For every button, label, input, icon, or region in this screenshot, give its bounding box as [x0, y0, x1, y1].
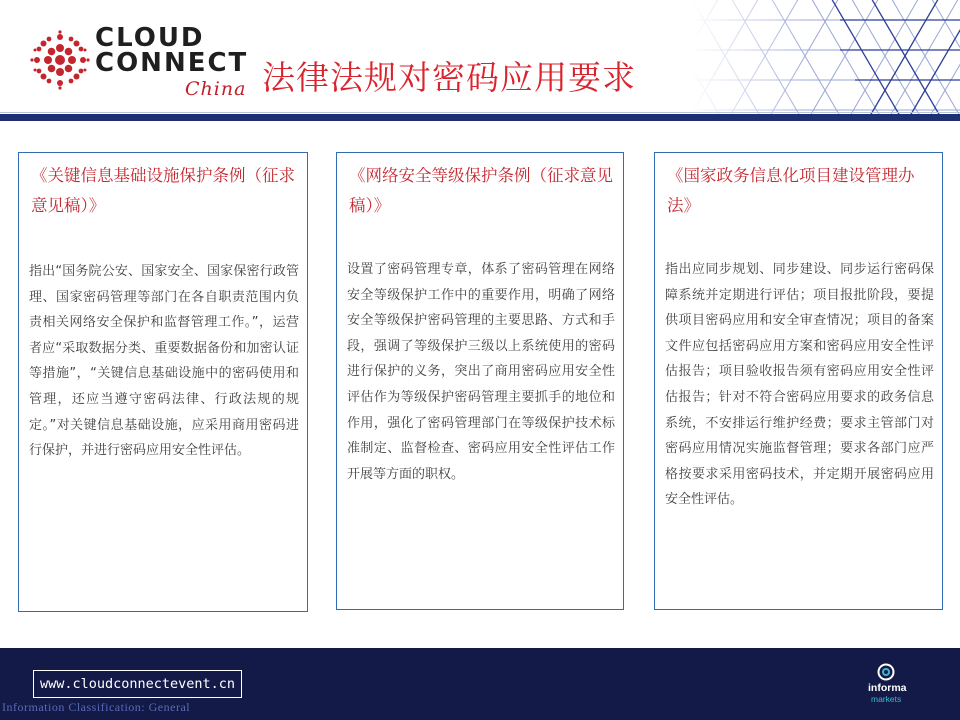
classification-label: Information Classification: General [2, 700, 191, 714]
logo-line-connect: CONNECT [95, 48, 249, 78]
card-title: 《关键信息基础设施保护条例（征求意见稿）》 [31, 166, 295, 215]
page-title: 法律法规对密码应用要求 [262, 58, 636, 97]
card-title: 《国家政务信息化项目建设管理办法》 [667, 166, 915, 215]
website-link[interactable]: www.cloudconnectevent.cn [33, 670, 242, 698]
card-title: 《网络安全等级保护条例（征求意见稿）》 [349, 166, 613, 215]
header-divider [0, 114, 960, 121]
regulation-card-cii [18, 152, 308, 612]
regulation-card-mlps [336, 152, 624, 610]
logo-line-cloud: CLOUD [95, 23, 205, 53]
informa-brand-sub: markets [871, 694, 902, 704]
footer [0, 648, 960, 720]
cloud-connect-logo-text [95, 23, 249, 100]
header-divider-thin [0, 112, 960, 113]
card-body: 指出应同步规划、同步建设、同步运行密码保障系统并定期进行评估；项目报批阶段，要提供项目密码应用和安全审查情况；项目的备案文件应包括密码应用方案和密码应用安全性评估报告；项目验收报告须有密码应用安全性评估报告；针对不符合密码应用要求的政务信息系统，不安排运行维护经费；要求主管部门对密码应用情况实施监督管理；要求各部门应严格按要求采用密码技术，并定期开展密码应用安全性评估。 [665, 262, 934, 508]
card-body: 指出“国务院公安、国家安全、国家保密行政管理、国家密码管理等部门在各自职责范围内负责相关网络安全保护和监督管理工作。”，运营者应“采取数据分类、重要数据备份和加密认证等措施”，“关键信息基础设施中的密码使用和管理，还应当遵守密码法律、行政法规的规定。”对关键信息基础设施，应采用商用密码进行保护，并进行密码应用安全性评估。 [29, 264, 299, 459]
triangle-grid-decoration [690, 0, 960, 116]
regulation-card-egov [654, 152, 943, 610]
header [0, 0, 960, 122]
informa-brand-name: informa [868, 682, 907, 694]
informa-logo-icon [876, 662, 896, 682]
card-body: 设置了密码管理专章，体系了密码管理在网络安全等级保护工作中的重要作用，明确了网络安全等级保护密码管理的主要思路、方式和手段，强调了等级保护三级以上系统使用的密码进行保护的义务，突出了商用密码应用安全性评估作为等级保护密码管理主要抓手的地位和作用，强化了密码管理部门在等级保护技术标准制定、监督检查、密码应用安全性评估工作开展等方面的职权。 [347, 262, 615, 482]
logo-line-china: China [185, 78, 247, 100]
cloud-connect-logo-icon [28, 28, 92, 92]
